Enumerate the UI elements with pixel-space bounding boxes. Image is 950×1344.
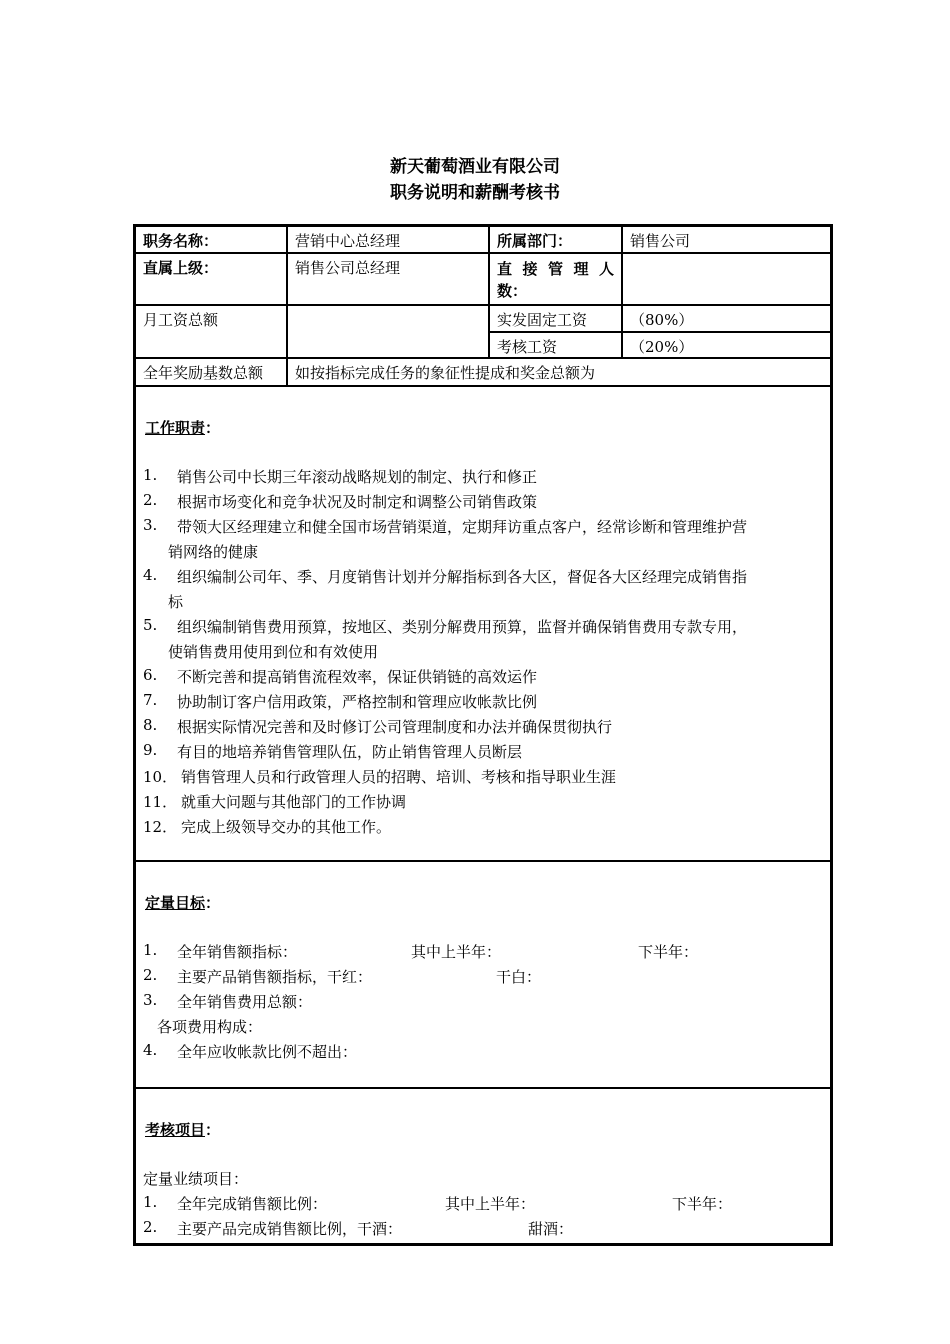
superior-label: 直属上级： <box>135 253 287 305</box>
assessment-salary-label: 考核工资 <box>489 332 622 358</box>
target-2-dry-red: 主要产品销售额指标，干红： <box>177 968 373 986</box>
target-3-sales-expense: 全年销售费用总额： <box>177 993 313 1011</box>
duty-text: 组织编制销售费用预算，按地区、类别分解费用预算，监督并确保销售费用专款专用， <box>177 618 748 636</box>
duty-number: 12． <box>143 818 178 836</box>
company-title: 新天葡萄酒业有限公司 <box>390 157 560 177</box>
assessment-1-second-half: 下半年： <box>672 1195 733 1213</box>
target-2-number: 2. <box>143 966 158 984</box>
duty-number: 3. <box>143 516 158 534</box>
fixed-salary-label: 实发固定工资 <box>489 305 622 332</box>
annual-bonus-value: 如按指标完成任务的象征性提成和奖金总额为 <box>287 358 831 386</box>
duty-text: 协助制订客户信用政策，严格控制和管理应收帐款比例 <box>177 693 538 711</box>
fixed-salary-value: （80%） <box>622 305 831 332</box>
position-label: 职务名称： <box>135 226 287 253</box>
duty-number: 5. <box>143 616 158 634</box>
target-1-first-half: 其中上半年： <box>411 943 502 961</box>
subordinates-label-line2: 数： <box>497 282 528 300</box>
duty-text: 完成上级领导交办的其他工作。 <box>181 818 392 836</box>
subordinates-label-line1: 直接管理人 <box>497 260 614 278</box>
duty-text: 组织编制公司年、季、月度销售计划并分解指标到各大区，督促各大区经理完成销售指 <box>177 568 748 586</box>
target-3-expense-breakdown: 各项费用构成： <box>157 1018 263 1036</box>
assessment-2-dry-wine: 主要产品完成销售额比例，干酒： <box>177 1220 403 1238</box>
duty-number: 11． <box>143 793 178 811</box>
duty-text-continuation: 销网络的健康 <box>168 543 259 561</box>
duty-text: 销售管理人员和行政管理人员的招聘、培训、考核和指导职业生涯 <box>181 768 617 786</box>
duty-number: 6. <box>143 666 158 684</box>
assessment-heading: 考核项目： <box>145 1121 221 1139</box>
target-1-annual-sales: 全年销售额指标： <box>177 943 298 961</box>
target-1-second-half: 下半年： <box>638 943 699 961</box>
department-value: 销售公司 <box>622 226 831 253</box>
assessment-2-number: 2. <box>143 1218 158 1236</box>
document-subtitle: 职务说明和薪酬考核书 <box>390 183 560 203</box>
position-value: 营销中心总经理 <box>287 226 489 253</box>
targets-heading: 定量目标： <box>145 894 221 912</box>
assessment-1-first-half: 其中上半年： <box>445 1195 536 1213</box>
duty-text: 带领大区经理建立和健全国市场营销渠道，定期拜访重点客户，经常诊断和管理维护营 <box>177 518 748 536</box>
duty-text: 根据市场变化和竞争状况及时制定和调整公司销售政策 <box>177 493 538 511</box>
assessment-1-number: 1. <box>143 1193 158 1211</box>
duties-heading: 工作职责： <box>145 419 221 437</box>
duty-text-continuation: 标 <box>168 593 184 611</box>
duty-text: 根据实际情况完善和及时修订公司管理制度和办法并确保贯彻执行 <box>177 718 613 736</box>
assessment-intro: 定量业绩项目： <box>143 1170 249 1188</box>
target-1-number: 1. <box>143 941 158 959</box>
monthly-salary-value <box>287 305 489 358</box>
assessment-salary-value: （20%） <box>622 332 831 358</box>
annual-bonus-label: 全年奖励基数总额 <box>135 358 287 386</box>
duty-text: 有目的地培养销售管理队伍，防止销售管理人员断层 <box>177 743 523 761</box>
duty-number: 9. <box>143 741 158 759</box>
duty-number: 2. <box>143 491 158 509</box>
duty-text: 销售公司中长期三年滚动战略规划的制定、执行和修正 <box>177 468 538 486</box>
duty-number: 10． <box>143 768 178 786</box>
duty-number: 4. <box>143 566 158 584</box>
superior-value: 销售公司总经理 <box>287 253 489 305</box>
subordinates-value <box>622 253 831 305</box>
duty-number: 1. <box>143 466 158 484</box>
assessment-1-sales-ratio: 全年完成销售额比例： <box>177 1195 328 1213</box>
duty-text: 不断完善和提高销售流程效率，保证供销链的高效运作 <box>177 668 538 686</box>
subordinates-label <box>489 253 622 305</box>
duty-text: 就重大问题与其他部门的工作协调 <box>181 793 407 811</box>
target-4-receivables: 全年应收帐款比例不超出： <box>177 1043 358 1061</box>
duty-text-continuation: 使销售费用使用到位和有效使用 <box>168 643 379 661</box>
target-3-number: 3. <box>143 991 158 1009</box>
target-2-dry-white: 干白： <box>496 968 542 986</box>
duty-number: 8. <box>143 716 158 734</box>
target-4-number: 4. <box>143 1041 158 1059</box>
duty-number: 7. <box>143 691 158 709</box>
assessment-2-sweet-wine: 甜酒： <box>528 1220 574 1238</box>
department-label: 所属部门： <box>489 226 622 253</box>
monthly-salary-label: 月工资总额 <box>135 305 287 358</box>
